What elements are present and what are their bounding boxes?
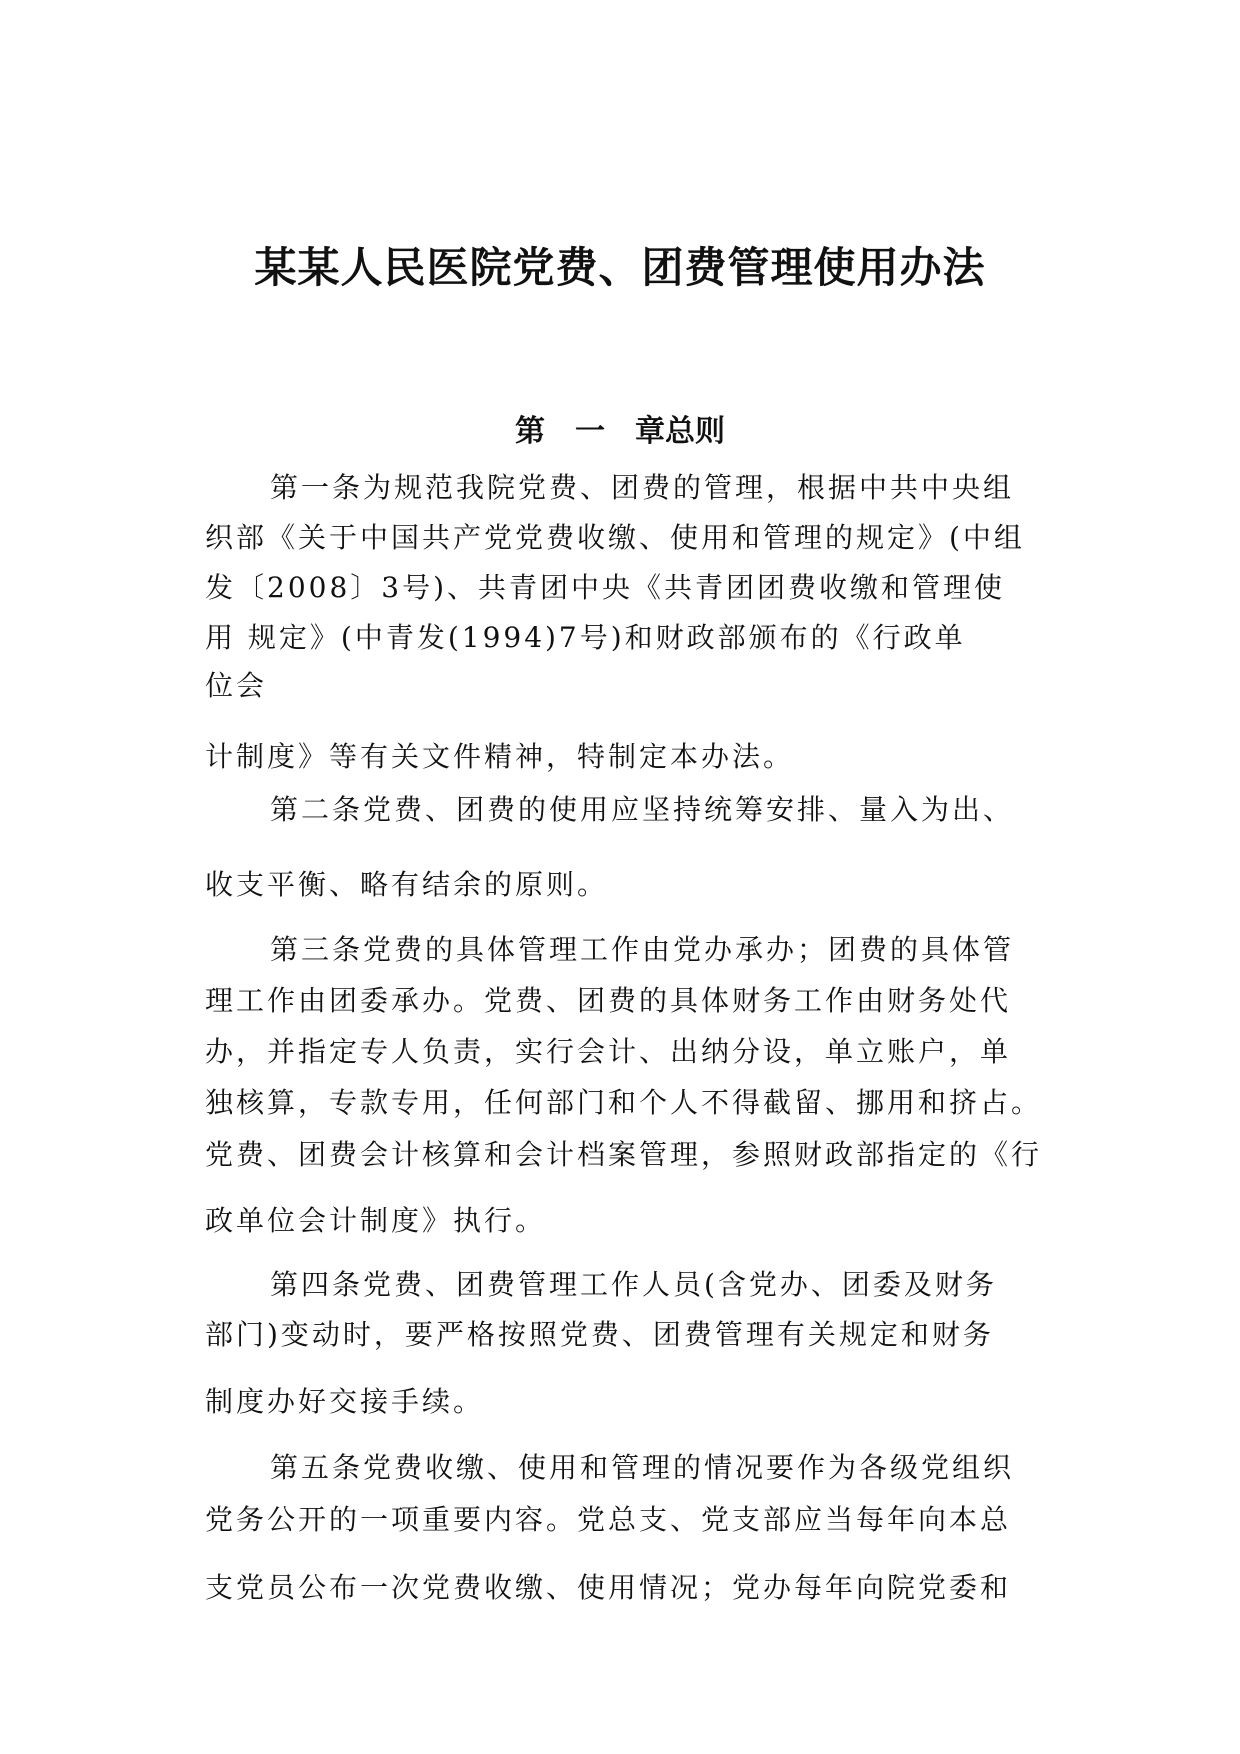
article-4-line-1: 第四条党费、团费管理工作人员(含党办、团委及财务 bbox=[270, 1268, 997, 1301]
article-4-line-2: 部门)变动时，要严格按照党费、团费管理有关规定和财务 bbox=[205, 1318, 994, 1351]
article-2-line-2: 收支平衡、略有结余的原则。 bbox=[205, 868, 609, 901]
article-1-line-6: 计制度》等有关文件精神，特制定本办法。 bbox=[205, 740, 795, 773]
article-3-line-5: 党费、团费会计核算和会计档案管理，参照财政部指定的《行 bbox=[205, 1138, 1043, 1171]
article-1-line-2: 织部《关于中国共产党党费收缴、使用和管理的规定》(中组 bbox=[205, 521, 1025, 554]
article-1-line-1: 第一条为规范我院党费、团费的管理，根据中共中央组 bbox=[270, 471, 1015, 504]
article-3-line-4: 独核算，专款专用，任何部门和个人不得截留、挪用和挤占。 bbox=[205, 1086, 1043, 1119]
article-1-line-3: 发〔2008〕3号)、共青团中央《共青团团费收缴和管理使 bbox=[205, 571, 1005, 604]
article-3-line-2: 理工作由团委承办。党费、团费的具体财务工作由财务处代 bbox=[205, 984, 1012, 1017]
article-1-line-4: 用 规定》(中青发(1994)7号)和财政部颁布的《行政单 bbox=[205, 621, 966, 654]
article-3-line-1: 第三条党费的具体管理工作由党办承办；团费的具体管 bbox=[270, 933, 1015, 966]
article-1-line-5: 位会 bbox=[205, 669, 268, 702]
article-4-line-3: 制度办好交接手续。 bbox=[205, 1385, 485, 1418]
article-5-line-3: 支党员公布一次党费收缴、使用情况；党办每年向院党委和 bbox=[205, 1571, 1012, 1604]
article-3-line-6: 政单位会计制度》执行。 bbox=[205, 1204, 547, 1237]
article-3-line-3: 办，并指定专人负责，实行会计、出纳分设，单立账户，单 bbox=[205, 1035, 1012, 1068]
article-5-line-1: 第五条党费收缴、使用和管理的情况要作为各级党组织 bbox=[270, 1451, 1015, 1484]
article-5-line-2: 党务公开的一项重要内容。党总支、党支部应当每年向本总 bbox=[205, 1503, 1012, 1536]
chapter-heading: 第 一 章总则 bbox=[515, 414, 725, 449]
document-title: 某某人民医院党费、团费管理使用办法 bbox=[254, 243, 986, 292]
article-2-line-1: 第二条党费、团费的使用应坚持统筹安排、量入为出、 bbox=[270, 793, 1015, 826]
